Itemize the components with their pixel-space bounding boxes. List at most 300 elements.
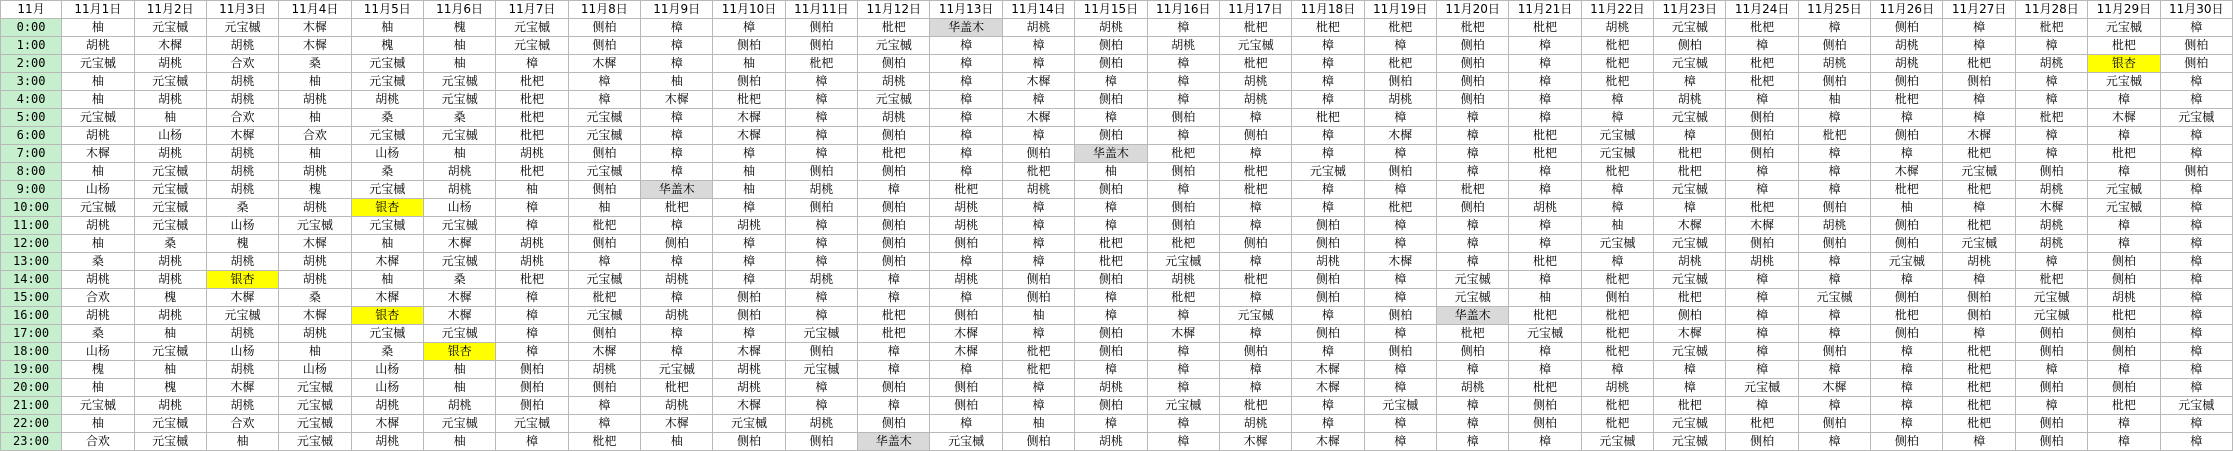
tree-cell[interactable]: 木樨 [423,307,495,325]
tree-cell[interactable]: 樟 [2160,415,2232,433]
tree-cell[interactable]: 樟 [930,109,1002,127]
tree-cell[interactable]: 侧柏 [496,397,568,415]
tree-cell[interactable]: 木樨 [1147,325,1219,343]
tree-cell[interactable]: 银杏 [206,271,278,289]
tree-cell[interactable]: 胡桃 [134,55,206,73]
day-header-cell[interactable]: 11月6日 [423,1,495,19]
tree-cell[interactable]: 侧柏 [1364,73,1436,91]
tree-cell[interactable]: 元宝槭 [641,361,713,379]
tree-cell[interactable]: 柚 [713,181,785,199]
tree-cell[interactable]: 侧柏 [496,379,568,397]
tree-cell[interactable]: 樟 [1292,415,1364,433]
tree-cell[interactable]: 樟 [1219,361,1291,379]
tree-cell[interactable]: 柚 [134,361,206,379]
tree-cell[interactable]: 枇杷 [1871,181,1943,199]
tree-cell[interactable]: 侧柏 [1871,289,1943,307]
tree-cell[interactable]: 樟 [1147,307,1219,325]
tree-cell[interactable]: 元宝槭 [279,397,351,415]
tree-cell[interactable]: 胡桃 [641,271,713,289]
tree-cell[interactable]: 胡桃 [1798,55,1870,73]
tree-cell[interactable]: 枇杷 [930,181,1002,199]
tree-cell[interactable]: 樟 [858,397,930,415]
tree-cell[interactable]: 胡桃 [1654,91,1726,109]
tree-cell[interactable]: 胡桃 [496,235,568,253]
tree-cell[interactable]: 侧柏 [1075,181,1147,199]
tree-cell[interactable]: 樟 [1436,145,1508,163]
tree-cell[interactable]: 侧柏 [1364,307,1436,325]
tree-cell[interactable]: 柚 [62,73,134,91]
tree-cell[interactable]: 樟 [2088,235,2160,253]
tree-cell[interactable]: 侧柏 [1075,397,1147,415]
tree-cell[interactable]: 枇杷 [1292,109,1364,127]
tree-cell[interactable]: 樟 [930,163,1002,181]
tree-cell[interactable]: 元宝槭 [713,415,785,433]
tree-cell[interactable]: 元宝槭 [62,55,134,73]
tree-cell[interactable]: 胡桃 [279,253,351,271]
tree-cell[interactable]: 樟 [2160,433,2232,451]
tree-cell[interactable]: 樟 [1798,19,1870,37]
tree-cell[interactable]: 柚 [279,343,351,361]
tree-cell[interactable]: 桑 [351,343,423,361]
tree-cell[interactable]: 侧柏 [1147,217,1219,235]
tree-cell[interactable]: 侧柏 [568,379,640,397]
tree-cell[interactable]: 侧柏 [1798,199,1870,217]
tree-cell[interactable]: 樟 [1726,271,1798,289]
tree-cell[interactable]: 枇杷 [1943,217,2015,235]
tree-cell[interactable]: 柚 [423,361,495,379]
tree-cell[interactable]: 胡桃 [496,253,568,271]
tree-cell[interactable]: 元宝槭 [496,415,568,433]
tree-cell[interactable]: 樟 [2160,217,2232,235]
tree-cell[interactable]: 柚 [62,379,134,397]
tree-cell[interactable]: 侧柏 [1798,73,1870,91]
tree-cell[interactable]: 元宝槭 [62,199,134,217]
time-label-cell[interactable]: 15:00 [1,289,62,307]
tree-cell[interactable]: 侧柏 [1147,109,1219,127]
tree-cell[interactable]: 樟 [2015,145,2087,163]
tree-cell[interactable]: 樟 [1436,397,1508,415]
tree-cell[interactable]: 元宝槭 [206,19,278,37]
time-label-cell[interactable]: 3:00 [1,73,62,91]
tree-cell[interactable]: 木樨 [2088,109,2160,127]
tree-cell[interactable]: 枇杷 [2015,19,2087,37]
tree-cell[interactable]: 樟 [2015,127,2087,145]
tree-cell[interactable]: 樟 [1436,433,1508,451]
tree-cell[interactable]: 枇杷 [496,271,568,289]
tree-cell[interactable]: 侧柏 [1509,397,1581,415]
day-header-cell[interactable]: 11月7日 [496,1,568,19]
tree-cell[interactable]: 柚 [279,145,351,163]
tree-cell[interactable]: 樟 [1364,145,1436,163]
tree-cell[interactable]: 元宝槭 [1581,433,1653,451]
tree-cell[interactable]: 元宝槭 [785,361,857,379]
tree-cell[interactable]: 枇杷 [1654,145,1726,163]
tree-cell[interactable]: 侧柏 [713,289,785,307]
tree-cell[interactable]: 侧柏 [1871,433,1943,451]
tree-cell[interactable]: 柚 [1002,307,1074,325]
tree-cell[interactable]: 枇杷 [641,199,713,217]
tree-cell[interactable]: 元宝槭 [1654,235,1726,253]
tree-cell[interactable]: 侧柏 [1075,127,1147,145]
tree-cell[interactable]: 枇杷 [1509,307,1581,325]
day-header-cell[interactable]: 11月19日 [1364,1,1436,19]
tree-cell[interactable]: 侧柏 [785,19,857,37]
tree-cell[interactable]: 胡桃 [1654,253,1726,271]
day-header-cell[interactable]: 11月23日 [1654,1,1726,19]
tree-cell[interactable]: 樟 [2160,199,2232,217]
tree-cell[interactable]: 元宝槭 [2088,181,2160,199]
tree-cell[interactable]: 樟 [1147,343,1219,361]
tree-cell[interactable]: 胡桃 [351,433,423,451]
tree-cell[interactable]: 元宝槭 [423,73,495,91]
tree-cell[interactable]: 元宝槭 [1654,343,1726,361]
tree-cell[interactable]: 木樨 [568,343,640,361]
tree-cell[interactable]: 木樨 [930,325,1002,343]
tree-cell[interactable]: 元宝槭 [134,343,206,361]
tree-cell[interactable]: 元宝槭 [279,433,351,451]
tree-cell[interactable]: 元宝槭 [2088,199,2160,217]
tree-cell[interactable]: 樟 [1871,379,1943,397]
tree-cell[interactable]: 侧柏 [858,55,930,73]
tree-cell[interactable]: 樟 [1509,217,1581,235]
tree-cell[interactable]: 樟 [1292,37,1364,55]
tree-cell[interactable]: 樟 [2160,379,2232,397]
tree-cell[interactable]: 胡桃 [2015,181,2087,199]
tree-cell[interactable]: 枇杷 [1581,55,1653,73]
tree-cell[interactable]: 侧柏 [1219,235,1291,253]
tree-cell[interactable]: 胡桃 [423,163,495,181]
tree-cell[interactable]: 胡桃 [423,181,495,199]
tree-cell[interactable]: 木樨 [1364,253,1436,271]
tree-cell[interactable]: 樟 [1943,199,2015,217]
tree-cell[interactable]: 侧柏 [1798,37,1870,55]
tree-cell[interactable]: 樟 [713,271,785,289]
tree-cell[interactable]: 柚 [62,163,134,181]
tree-cell[interactable]: 侧柏 [1798,343,1870,361]
tree-cell[interactable]: 元宝槭 [1364,397,1436,415]
tree-cell[interactable]: 樟 [1726,37,1798,55]
tree-cell[interactable]: 侧柏 [858,199,930,217]
tree-cell[interactable]: 侧柏 [1871,73,1943,91]
day-header-cell[interactable]: 11月30日 [2160,1,2232,19]
tree-cell[interactable]: 元宝槭 [785,325,857,343]
time-label-cell[interactable]: 0:00 [1,19,62,37]
tree-cell[interactable]: 胡桃 [206,361,278,379]
tree-cell[interactable]: 木樨 [423,289,495,307]
tree-cell[interactable]: 胡桃 [351,397,423,415]
tree-cell[interactable]: 侧柏 [858,217,930,235]
tree-cell[interactable]: 山杨 [134,127,206,145]
tree-cell[interactable]: 柚 [641,433,713,451]
tree-cell[interactable]: 槐 [134,289,206,307]
tree-cell[interactable]: 侧柏 [2015,379,2087,397]
tree-cell[interactable]: 樟 [496,217,568,235]
tree-cell[interactable]: 樟 [641,127,713,145]
tree-cell[interactable]: 柚 [713,55,785,73]
time-label-cell[interactable]: 22:00 [1,415,62,433]
tree-cell[interactable]: 侧柏 [930,235,1002,253]
tree-cell[interactable]: 侧柏 [1871,217,1943,235]
tree-cell[interactable]: 樟 [1871,343,1943,361]
tree-cell[interactable]: 枇杷 [1219,397,1291,415]
tree-cell[interactable]: 木樨 [206,379,278,397]
tree-cell[interactable]: 侧柏 [1581,289,1653,307]
day-header-cell[interactable]: 11月14日 [1002,1,1074,19]
tree-cell[interactable]: 樟 [1219,217,1291,235]
tree-cell[interactable]: 胡桃 [1726,253,1798,271]
tree-cell[interactable]: 枇杷 [1726,415,1798,433]
tree-cell[interactable]: 元宝槭 [423,127,495,145]
tree-cell[interactable]: 枇杷 [1364,55,1436,73]
day-header-cell[interactable]: 11月22日 [1581,1,1653,19]
tree-cell[interactable]: 樟 [930,91,1002,109]
tree-cell[interactable]: 樟 [496,325,568,343]
tree-cell[interactable]: 元宝槭 [423,325,495,343]
tree-cell[interactable]: 樟 [1509,109,1581,127]
tree-cell[interactable]: 元宝槭 [134,199,206,217]
tree-cell[interactable]: 桑 [351,163,423,181]
tree-cell[interactable]: 樟 [1726,289,1798,307]
tree-cell[interactable]: 樟 [1871,109,1943,127]
tree-cell[interactable]: 侧柏 [568,181,640,199]
tree-cell[interactable]: 胡桃 [2015,235,2087,253]
tree-cell[interactable]: 胡桃 [1871,37,1943,55]
tree-cell[interactable]: 侧柏 [1075,343,1147,361]
tree-cell[interactable]: 侧柏 [2015,343,2087,361]
tree-cell[interactable]: 樟 [496,55,568,73]
tree-cell[interactable]: 枇杷 [1002,343,1074,361]
month-header-cell[interactable]: 11月 [1,1,62,19]
tree-cell[interactable]: 樟 [1726,361,1798,379]
tree-cell[interactable]: 侧柏 [713,307,785,325]
tree-cell[interactable]: 侧柏 [1726,127,1798,145]
tree-cell[interactable]: 樟 [1075,415,1147,433]
tree-cell[interactable]: 胡桃 [785,181,857,199]
tree-cell[interactable]: 胡桃 [1292,253,1364,271]
tree-cell[interactable]: 合欢 [206,109,278,127]
tree-cell[interactable]: 樟 [1943,19,2015,37]
tree-cell[interactable]: 桑 [62,325,134,343]
tree-cell[interactable]: 樟 [713,199,785,217]
time-label-cell[interactable]: 1:00 [1,37,62,55]
tree-cell[interactable]: 元宝槭 [2015,307,2087,325]
tree-cell[interactable]: 侧柏 [568,19,640,37]
tree-cell[interactable]: 胡桃 [858,109,930,127]
tree-cell[interactable]: 樟 [1436,361,1508,379]
tree-cell[interactable]: 枇杷 [496,91,568,109]
tree-cell[interactable]: 元宝槭 [930,433,1002,451]
tree-cell[interactable]: 侧柏 [1292,235,1364,253]
tree-cell[interactable]: 侧柏 [1075,91,1147,109]
tree-cell[interactable]: 胡桃 [206,91,278,109]
tree-cell[interactable]: 桑 [423,271,495,289]
tree-cell[interactable]: 樟 [1147,19,1219,37]
tree-cell[interactable]: 山杨 [206,343,278,361]
tree-cell[interactable]: 樟 [1364,235,1436,253]
tree-cell[interactable]: 木樨 [423,235,495,253]
tree-cell[interactable]: 胡桃 [62,127,134,145]
tree-cell[interactable]: 樟 [1509,343,1581,361]
tree-cell[interactable]: 樟 [1292,307,1364,325]
tree-cell[interactable]: 侧柏 [930,397,1002,415]
tree-cell[interactable]: 胡桃 [1943,253,2015,271]
tree-cell[interactable]: 元宝槭 [134,217,206,235]
day-header-cell[interactable]: 11月3日 [206,1,278,19]
tree-cell[interactable]: 胡桃 [134,307,206,325]
tree-cell[interactable]: 桑 [206,199,278,217]
tree-cell[interactable]: 樟 [2015,73,2087,91]
tree-cell[interactable]: 樟 [1798,145,1870,163]
tree-cell[interactable]: 柚 [279,109,351,127]
tree-cell[interactable]: 樟 [1219,379,1291,397]
tree-cell[interactable]: 侧柏 [1943,73,2015,91]
tree-cell[interactable]: 元宝槭 [351,127,423,145]
tree-cell[interactable]: 胡桃 [62,271,134,289]
tree-cell[interactable]: 枇杷 [1219,19,1291,37]
tree-cell[interactable]: 樟 [930,37,1002,55]
tree-cell[interactable]: 樟 [496,343,568,361]
tree-cell[interactable]: 胡桃 [1147,271,1219,289]
tree-cell[interactable]: 樟 [1002,397,1074,415]
tree-cell[interactable]: 樟 [496,199,568,217]
tree-cell[interactable]: 元宝槭 [568,163,640,181]
tree-cell[interactable]: 樟 [1002,37,1074,55]
tree-cell[interactable]: 木樨 [279,37,351,55]
tree-cell[interactable]: 樟 [1147,433,1219,451]
tree-cell[interactable]: 槐 [62,361,134,379]
tree-cell[interactable]: 元宝槭 [1654,181,1726,199]
tree-cell[interactable]: 枇杷 [1219,163,1291,181]
tree-cell[interactable]: 元宝槭 [351,55,423,73]
tree-cell[interactable]: 樟 [1726,343,1798,361]
tree-cell[interactable]: 胡桃 [2088,289,2160,307]
tree-cell[interactable]: 樟 [568,91,640,109]
tree-cell[interactable]: 胡桃 [279,163,351,181]
tree-cell[interactable]: 胡桃 [1509,199,1581,217]
tree-cell[interactable]: 樟 [1509,163,1581,181]
tree-cell[interactable]: 柚 [423,379,495,397]
tree-cell[interactable]: 元宝槭 [2160,109,2232,127]
tree-cell[interactable]: 樟 [1075,307,1147,325]
tree-cell[interactable]: 枇杷 [1581,307,1653,325]
tree-cell[interactable]: 樟 [1943,433,2015,451]
tree-cell[interactable]: 樟 [785,289,857,307]
tree-cell[interactable]: 樟 [1509,73,1581,91]
time-label-cell[interactable]: 17:00 [1,325,62,343]
tree-cell[interactable]: 樟 [1581,199,1653,217]
tree-cell[interactable]: 樟 [1147,127,1219,145]
tree-cell[interactable]: 樟 [1219,109,1291,127]
tree-cell[interactable]: 侧柏 [568,37,640,55]
tree-cell[interactable]: 樟 [930,253,1002,271]
tree-cell[interactable]: 木樨 [1292,361,1364,379]
tree-cell[interactable]: 樟 [1002,91,1074,109]
tree-cell[interactable]: 樟 [1147,181,1219,199]
tree-cell[interactable]: 侧柏 [858,235,930,253]
tree-cell[interactable]: 樟 [1654,361,1726,379]
tree-cell[interactable]: 侧柏 [1509,415,1581,433]
tree-cell[interactable]: 枇杷 [568,433,640,451]
tree-cell[interactable]: 枇杷 [641,379,713,397]
tree-cell[interactable]: 侧柏 [1002,433,1074,451]
tree-cell[interactable]: 侧柏 [1002,145,1074,163]
tree-cell[interactable]: 枇杷 [1943,361,2015,379]
tree-cell[interactable]: 木樨 [1364,127,1436,145]
tree-cell[interactable]: 元宝槭 [2015,289,2087,307]
tree-cell[interactable]: 侧柏 [1726,109,1798,127]
tree-cell[interactable]: 樟 [1654,379,1726,397]
tree-cell[interactable]: 樟 [2015,397,2087,415]
tree-cell[interactable]: 元宝槭 [858,91,930,109]
tree-cell[interactable]: 山杨 [423,199,495,217]
tree-cell[interactable]: 桑 [351,109,423,127]
tree-cell[interactable]: 侧柏 [1871,127,1943,145]
tree-cell[interactable]: 樟 [2160,289,2232,307]
tree-cell[interactable]: 木樨 [2015,199,2087,217]
tree-cell[interactable]: 柚 [423,55,495,73]
tree-cell[interactable]: 枇杷 [1509,145,1581,163]
tree-cell[interactable]: 侧柏 [713,37,785,55]
tree-cell[interactable]: 元宝槭 [62,109,134,127]
tree-cell[interactable]: 樟 [785,73,857,91]
tree-cell[interactable]: 木樨 [279,307,351,325]
tree-cell[interactable]: 侧柏 [1654,37,1726,55]
tree-cell[interactable]: 柚 [1509,289,1581,307]
tree-cell[interactable]: 侧柏 [1292,217,1364,235]
tree-cell[interactable]: 侧柏 [1292,325,1364,343]
tree-cell[interactable]: 枇杷 [1871,91,1943,109]
tree-cell[interactable]: 胡桃 [1219,415,1291,433]
tree-cell[interactable]: 侧柏 [2088,271,2160,289]
tree-cell[interactable]: 元宝槭 [1292,163,1364,181]
tree-cell[interactable]: 樟 [496,307,568,325]
tree-cell[interactable]: 柚 [62,91,134,109]
tree-cell[interactable]: 樟 [1292,127,1364,145]
tree-cell[interactable]: 侧柏 [1436,199,1508,217]
tree-cell[interactable]: 樟 [1581,253,1653,271]
tree-cell[interactable]: 侧柏 [1726,433,1798,451]
tree-cell[interactable]: 元宝槭 [423,415,495,433]
tree-cell[interactable]: 樟 [1075,289,1147,307]
tree-cell[interactable]: 樟 [2160,91,2232,109]
tree-cell[interactable]: 樟 [1147,415,1219,433]
tree-cell[interactable]: 樟 [1002,55,1074,73]
tree-cell[interactable]: 柚 [206,433,278,451]
tree-cell[interactable]: 胡桃 [1147,37,1219,55]
tree-cell[interactable]: 樟 [1798,433,1870,451]
tree-cell[interactable]: 枇杷 [1436,19,1508,37]
tree-cell[interactable]: 樟 [1871,415,1943,433]
tree-cell[interactable]: 侧柏 [1726,235,1798,253]
tree-cell[interactable]: 樟 [1509,37,1581,55]
tree-cell[interactable]: 樟 [568,73,640,91]
tree-cell[interactable]: 樟 [1292,145,1364,163]
time-label-cell[interactable]: 6:00 [1,127,62,145]
tree-cell[interactable]: 樟 [1002,325,1074,343]
time-label-cell[interactable]: 7:00 [1,145,62,163]
tree-cell[interactable]: 胡桃 [279,271,351,289]
tree-cell[interactable]: 樟 [1798,181,1870,199]
tree-cell[interactable]: 樟 [1002,379,1074,397]
tree-cell[interactable]: 侧柏 [1364,343,1436,361]
tree-cell[interactable]: 元宝槭 [2088,19,2160,37]
tree-cell[interactable]: 樟 [1002,253,1074,271]
tree-cell[interactable]: 樟 [496,433,568,451]
tree-cell[interactable]: 胡桃 [1871,55,1943,73]
tree-cell[interactable]: 樟 [641,325,713,343]
tree-cell[interactable]: 侧柏 [2088,325,2160,343]
tree-cell[interactable]: 枇杷 [1943,145,2015,163]
